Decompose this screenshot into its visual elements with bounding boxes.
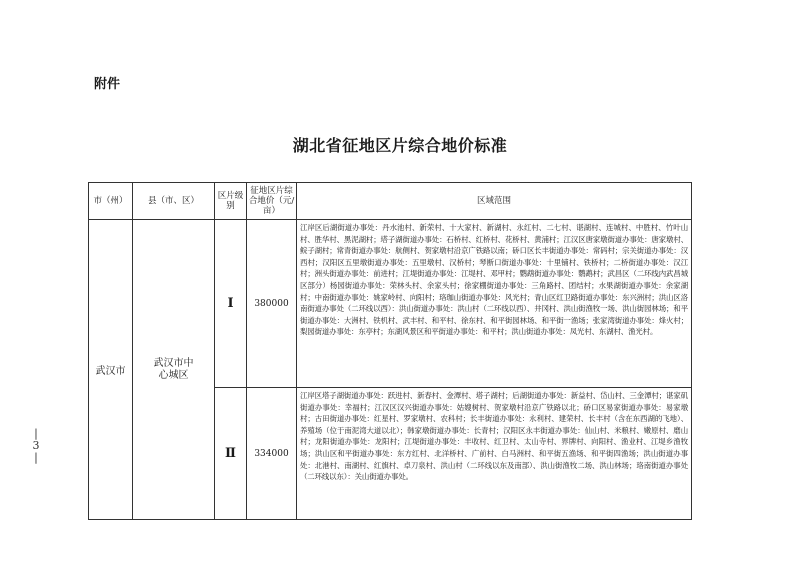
document-title: 湖北省征地区片综合地价标准 — [292, 136, 508, 155]
level-cell: Ⅰ — [215, 220, 247, 388]
header-level: 区片级别 — [215, 183, 247, 220]
area-cell: 江岸区塔子湖街道办事处：跃进村、新春村、金潭村、塔子湖村；后湖街道办事处：新益村、岱山村、三金潭村；谌家矶街道办事处：幸福村；江汉区汉兴街道办事处：姑嫂树村、贺家墩村沿京广铁路以北；硚口区易家街道办事处：易家墩村；古田街道办事处：红星村、罗家墩村、农科村；长丰街道办事处：永利村、建荣村、长丰村（含在东西湖的飞地）、养殖场（位于南泥湾大道以北）；韩家墩街道办事处：长青村；汉阳区永丰街道办事处：仙山村、米粮村、嫩原村、磨山村；龙阳街道办事处：龙阳村；江堤街道办事处：丰收村、红卫村、太山寺村、界牌村、向阳村、渔业村、江堤乡渔牧场；洪山区和平街道办事处：东方红村、北洋桥村、广前村、白马洲村、和平街五渔场、和平街四渔场；洪山街道办事处：北港村、南湖村、红旗村、卓刀泉村、洪山村（二环线以东及南部）、洪山街渔牧二场、洪山林场；珞南街道办事处（二环线以东）：关山街道办事处。 — [297, 388, 692, 520]
county-cell — [133, 220, 215, 520]
price-cell: 334000 — [247, 388, 297, 520]
land-price-table — [88, 182, 692, 520]
attachment-label: 附件 — [94, 77, 121, 92]
table-header-row — [89, 183, 692, 220]
city-cell: 武汉市 — [89, 220, 133, 520]
header-county: 县（市、区） — [133, 183, 215, 220]
page-number — [24, 428, 48, 464]
area-cell: 江岸区后湖街道办事处：丹水池村、新荣村、十大家村、新湖村、永红村、二七村、谌湖村、连城村、中胜村、竹叶山村、胜华村、黑泥湖村；塔子湖街道办事处：石桥村、红桥村、花桥村、黄浦村；江汉区唐家墩街道办事处：唐家墩村、鲩子湖村；常青街道办事处：航侧村、贺家墩村沿京广铁路以南；硚口区长丰街道办事处：常码村；宗关街道办事处：汉西村；汉阳区五里墩街道办事处：五里墩村、汉桥村；琴断口街道办事处：十里铺村、铁桥村；二桥街道办事处：汉江村；洲头街道办事处：前进村；江堤街道办事处：江堤村、邓甲村；鹦鹉街道办事处：鹦鹉村；武昌区（二环线内武昌城区部分）杨园街道办事处：荣林头村、余家头村；徐家棚街道办事处：三角路村、团结村；水果湖街道办事处：余家湖村；中南街道办事处：姚家岭村、向阳村；珞珈山街道办事处：风光村；青山区红卫路街道办事处：东兴洲村；洪山区洛南街道办事处（二环线以西）：洪山街道办事处：洪山村（二环线以西）、井冈村、洪山街渔牧一场、洪山街园林场；和平街道办事处：大洲村、铁机村、武丰村、和平村、徐东村、和平街园林场、和平街一渔场；张家湾街道办事处：烽火村；梨园街道办事处：东亭村；东湖风景区和平街道办事处：和平村；洪山街道办事处：凤光村、东湖村、渔光村。 — [297, 220, 692, 388]
county-name: 武汉市中心城区 — [153, 357, 194, 381]
price-cell: 380000 — [247, 220, 297, 388]
header-city: 市（州） — [89, 183, 133, 220]
page-number-char: | — [34, 427, 38, 440]
page-number-char: | — [34, 451, 38, 464]
page-number-char: 3 — [32, 439, 40, 452]
header-area: 区域范围 — [297, 183, 692, 220]
header-price: 征地区片综合地价（元/亩） — [247, 183, 297, 220]
table-row — [89, 220, 692, 388]
level-cell: Ⅱ — [215, 388, 247, 520]
